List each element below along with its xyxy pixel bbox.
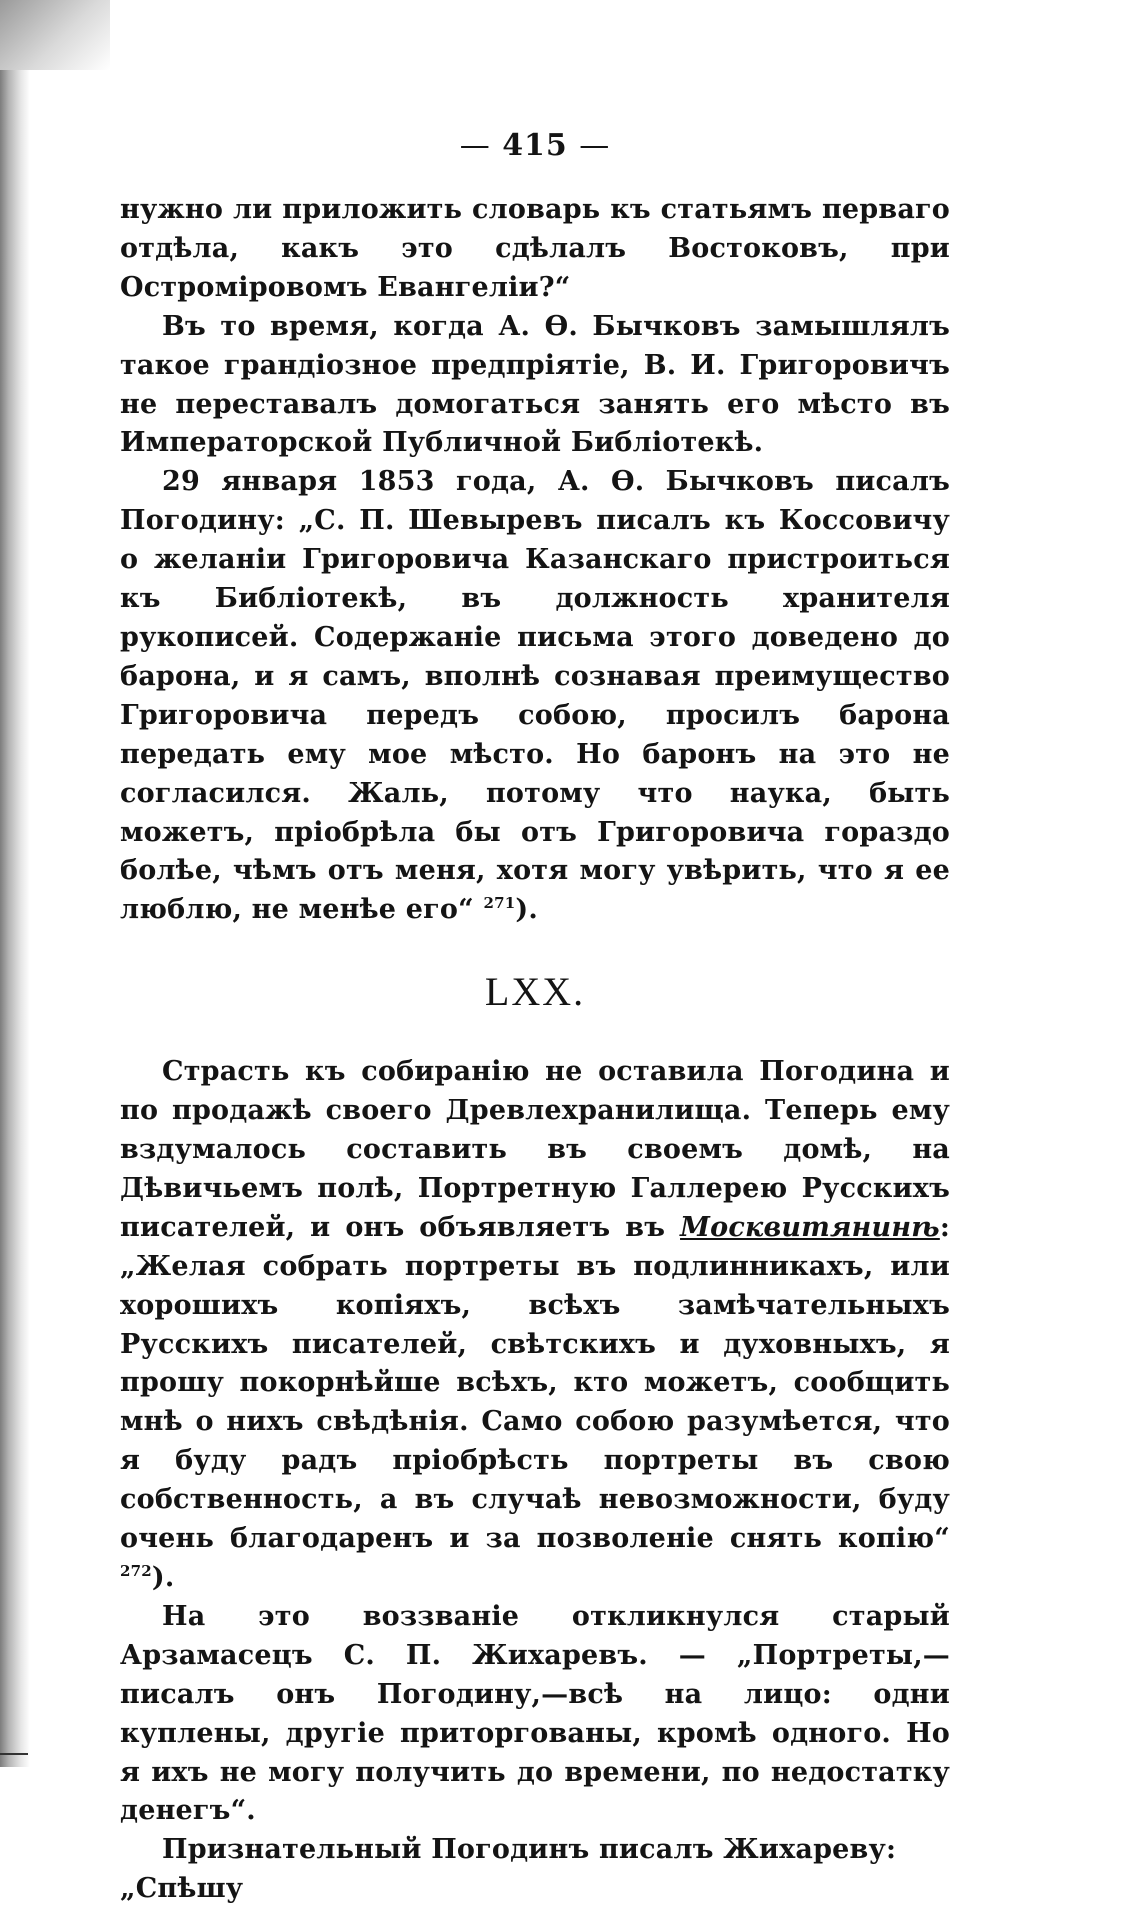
paragraph-text: Въ то время, когда А. Ѳ. Бычковъ замышлялъ такое грандіозное предпріятіе, В. И. Григоровичъ не переставалъ домогаться занять его мѣсто въ Императорской Публичной Библіотекѣ. — [120, 310, 950, 459]
paragraph-text: Страсть къ собиранію не оставила Погодина и по продажѣ своего Древлехранилища. Теперь ему вздумалось составить въ своемъ домѣ, на Дѣвичьемъ полѣ, Портретную Галлерею Русскихъ писателей, и онъ объявляетъ въ — [120, 1056, 950, 1243]
paragraph-text: 29 января 1853 года, А. Ѳ. Бычковъ писалъ Погодину: „С. П. Шевыревъ писалъ къ Коссовичу о желаніи Григоровича Казанскаго пристроиться къ Библіотекѣ, въ должность хранителя рукописей. Содержаніе письма этого доведено до барона, и я самъ, вполнѣ сознавая преимущество Григоровича передъ собою, просилъ барона передать ему мое мѣсто. Но баронъ на это не согласился. Жаль, потому что наука, быть можетъ, пріобрѣла бы отъ Григоровича гораздо болѣе, чѣмъ отъ меня, хотя могу увѣрить, что я ее люблю, не менѣе его“ — [120, 466, 950, 926]
footnote-tail: ). — [515, 894, 538, 926]
paragraph-continuation — [120, 191, 950, 308]
paragraph-zhikharev-reply — [120, 1598, 950, 1831]
footnote-ref-272: 272 — [120, 1562, 152, 1580]
page-number-header — [120, 128, 950, 163]
binding-corner — [0, 0, 110, 70]
paragraph-text-continued: : „Желая собрать портреты въ подлинникахъ, или хорошихъ копіяхъ, всѣхъ замѣчательныхъ Русскихъ писателей, свѣтскихъ и духовныхъ, я прошу покорнѣйше всѣхъ, кто можетъ, сообщить мнѣ о нихъ свѣдѣнія. Само собою разумѣется, что я буду радъ пріобрѣсть портреты въ свою собственность, а въ случаѣ невозможности, буду очень благодаренъ и за позволеніе снять копію“ — [120, 1211, 950, 1555]
journal-title: Москвитянинѣ — [680, 1211, 940, 1243]
page-number-dash-right: — — [579, 128, 611, 163]
footnote-ref-271: 271 — [483, 894, 516, 913]
chapter-heading: LXX. — [484, 969, 586, 1015]
paragraph-portrait-gallery — [120, 1053, 950, 1598]
page-number: 415 — [502, 128, 568, 163]
paragraph-text: Признательный Погодинъ писалъ Жихареву: „Спѣшу — [120, 1834, 897, 1905]
footnote-tail: ). — [151, 1562, 175, 1593]
paragraph-grigorovich — [120, 308, 950, 464]
binding-shadow — [0, 0, 30, 1767]
paragraph-text: нужно ли приложить словарь къ статьямъ перваго отдѣла, какъ это сдѣлалъ Востоковъ, при Остроміровомъ Евангеліи?“ — [120, 194, 950, 303]
page-number-dash-left: — — [459, 128, 491, 163]
paragraph-bychkov-letter — [120, 463, 950, 930]
book-page — [120, 128, 950, 1909]
paragraph-pogodin-reply — [120, 1831, 950, 1909]
scan-edge-mark — [0, 1753, 28, 1755]
paragraph-text: На это воззваніе откликнулся старый Арзамасецъ С. П. Жихаревъ. — „Портреты,—писалъ онъ Погодину,—всѣ на лицо: одни куплены, другіе приторгованы, кромѣ одного. Но я ихъ не могу получить до времени, по недостатку денегъ“. — [120, 1600, 950, 1827]
